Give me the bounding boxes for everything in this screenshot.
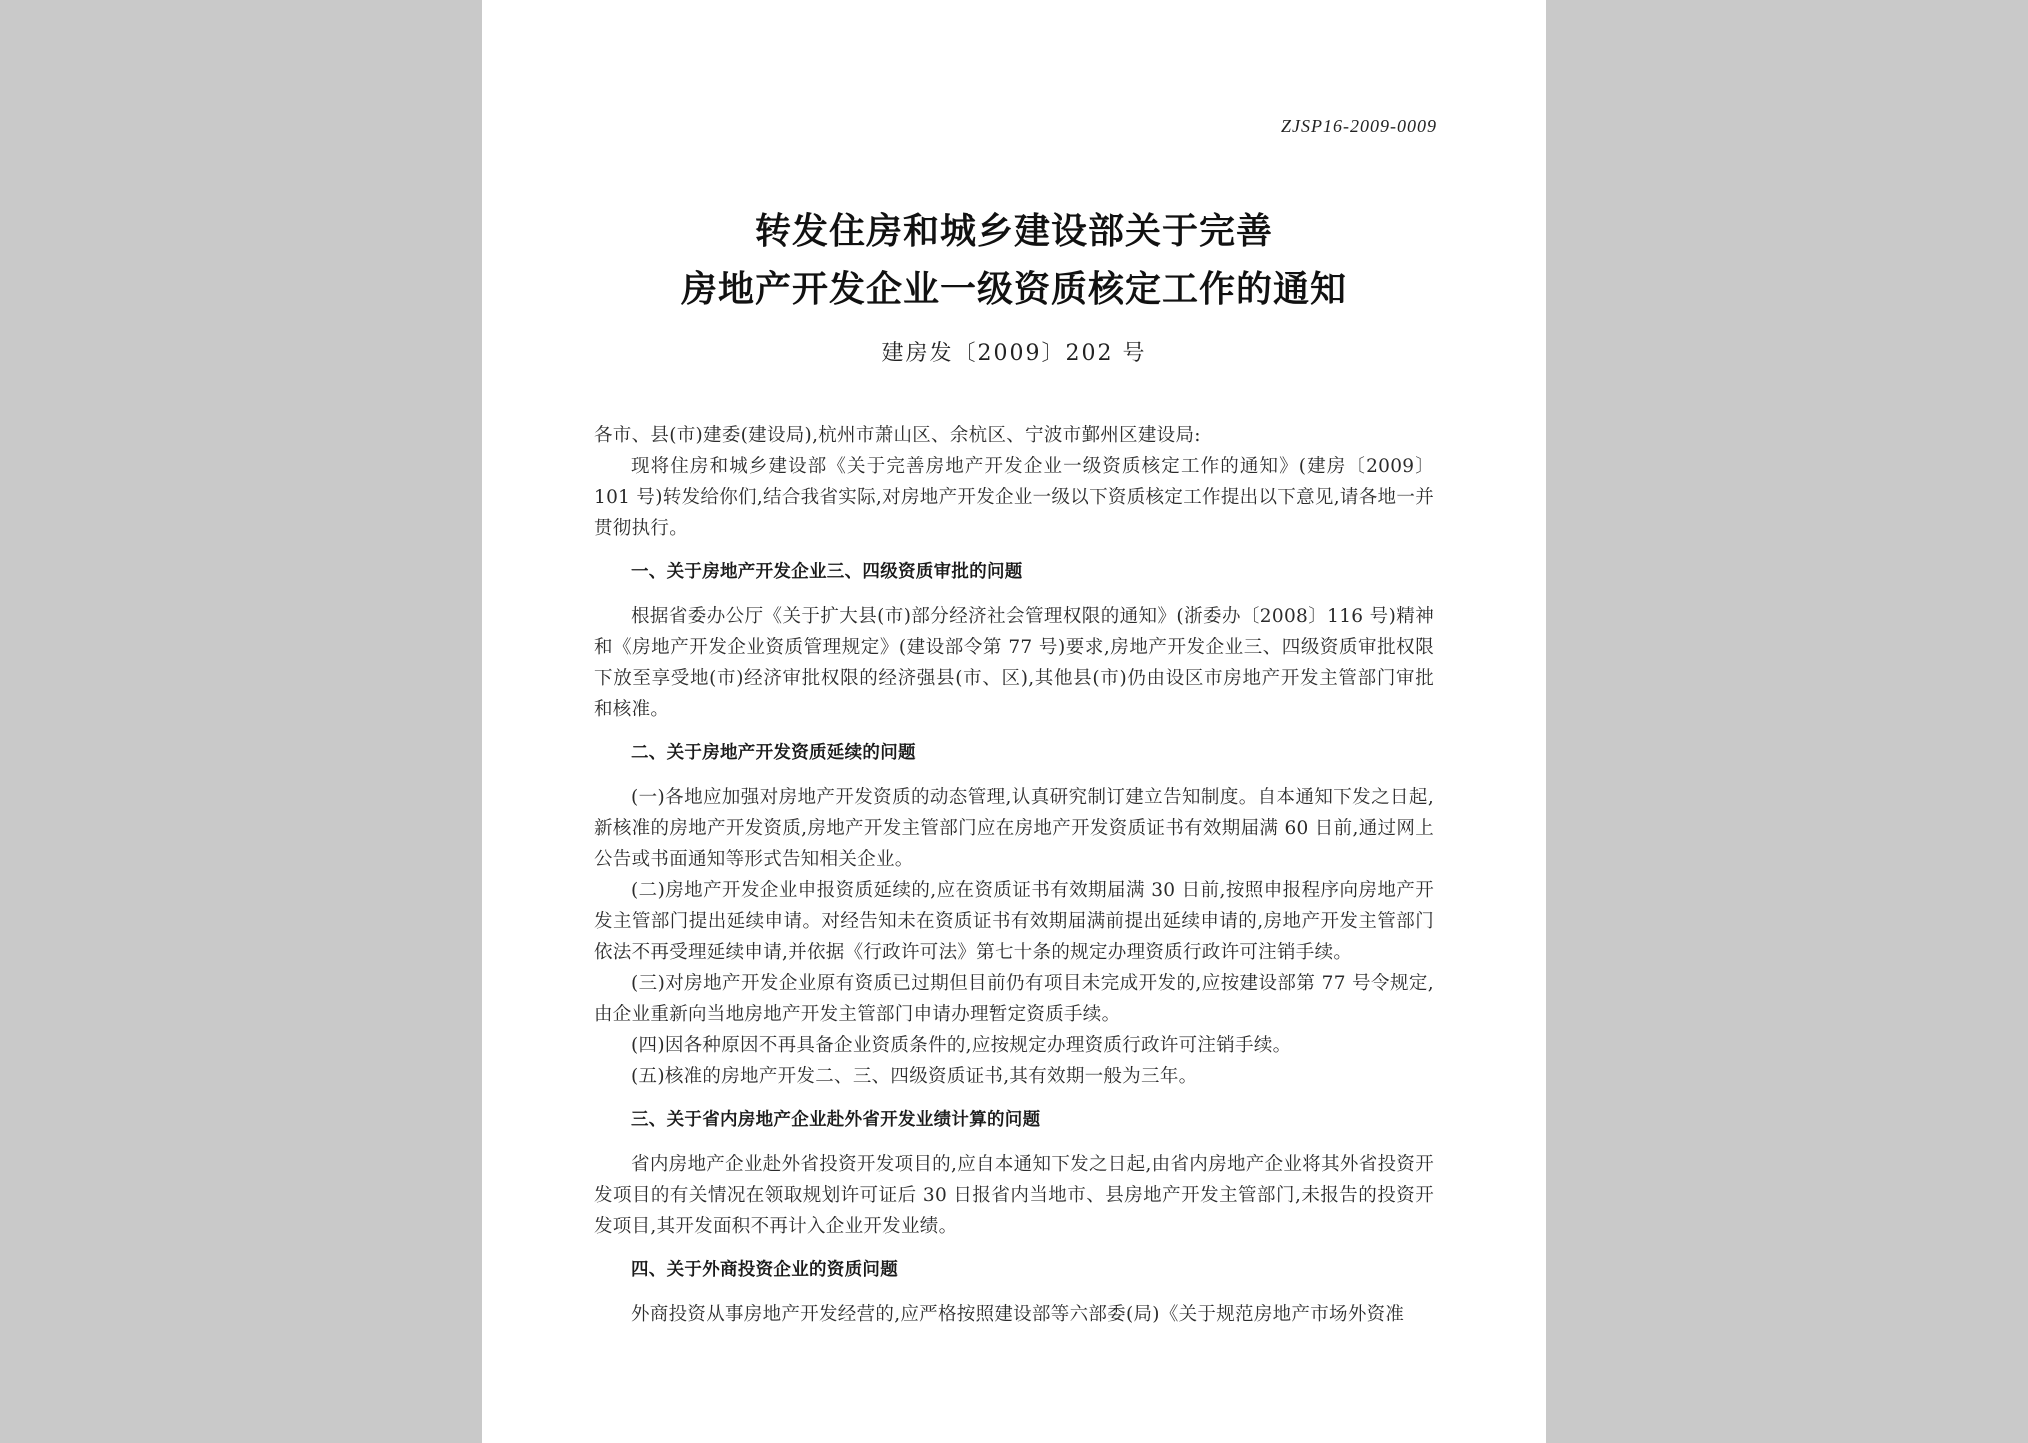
section-2-heading: 二、关于房地产开发资质延续的问题 [631, 743, 916, 763]
title-line-2: 房地产开发企业一级资质核定工作的通知 [680, 269, 1347, 310]
document-number: 建房发〔2009〕202 号 [881, 341, 1147, 366]
section-1-paragraph-1: 根据省委办公厅《关于扩大县(市)部分经济社会管理权限的通知》(浙委办〔2008〕116 号)精神和《房地产开发企业资质管理规定》(建设部令第 77 号)要求,房地产开发企业三、四级资质审批权限下放至享受地(市)经济审批权限的经济强县(市、区),其他县(市)仍由设区市房地产开发主管部门审批和核准。 [594, 606, 1434, 720]
intro-paragraph: 现将住房和城乡建设部《关于完善房地产开发企业一级资质核定工作的通知》(建房〔2009〕101 号)转发给你们,结合我省实际,对房地产开发企业一级以下资质核定工作提出以下意见,请各地一并贯彻执行。 [594, 456, 1434, 539]
document-code: ZJSP16-2009-0009 [1281, 116, 1437, 136]
document-title [482, 203, 1546, 319]
section-2-paragraph-2: (二)房地产开发企业申报资质延续的,应在资质证书有效期届满 30 日前,按照申报程序向房地产开发主管部门提出延续申请。对经告知未在资质证书有效期届满前提出延续申请的,房地产开发主管部门依法不再受理延续申请,并依据《行政许可法》第七十条的规定办理资质行政许可注销手续。 [594, 880, 1434, 963]
title-line-1: 转发住房和城乡建设部关于完善 [754, 211, 1273, 252]
section-2-paragraph-1: (一)各地应加强对房地产开发资质的动态管理,认真研究制订建立告知制度。自本通知下发之日起,新核准的房地产开发资质,房地产开发主管部门应在房地产开发资质证书有效期届满 60 日前,通过网上公告或书面通知等形式告知相关企业。 [594, 787, 1434, 870]
section-2-paragraph-4: (四)因各种原因不再具备企业资质条件的,应按规定办理资质行政许可注销手续。 [631, 1035, 1292, 1056]
section-1-heading: 一、关于房地产开发企业三、四级资质审批的问题 [631, 562, 1023, 582]
section-3-paragraph-1: 省内房地产企业赴外省投资开发项目的,应自本通知下发之日起,由省内房地产企业将其外省投资开发项目的有关情况在领取规划许可证后 30 日报省内当地市、县房地产开发主管部门,未报告的投资开发项目,其开发面积不再计入企业开发业绩。 [594, 1154, 1434, 1237]
section-2-paragraph-3: (三)对房地产开发企业原有资质已过期但目前仍有项目未完成开发的,应按建设部第 77 号令规定,由企业重新向当地房地产开发主管部门申请办理暂定资质手续。 [594, 973, 1434, 1025]
section-2-paragraph-5: (五)核准的房地产开发二、三、四级资质证书,其有效期一般为三年。 [631, 1066, 1198, 1087]
addressee: 各市、县(市)建委(建设局),杭州市萧山区、余杭区、宁波市鄞州区建设局: [594, 425, 1201, 446]
section-4-paragraph-1: 外商投资从事房地产开发经营的,应严格按照建设部等六部委(局)《关于规范房地产市场外资准 [631, 1304, 1405, 1325]
document-page [482, 0, 1546, 1443]
section-4-heading: 四、关于外商投资企业的资质问题 [631, 1260, 898, 1280]
document-body [594, 420, 1434, 1330]
section-3-heading: 三、关于省内房地产企业赴外省开发业绩计算的问题 [631, 1110, 1041, 1130]
